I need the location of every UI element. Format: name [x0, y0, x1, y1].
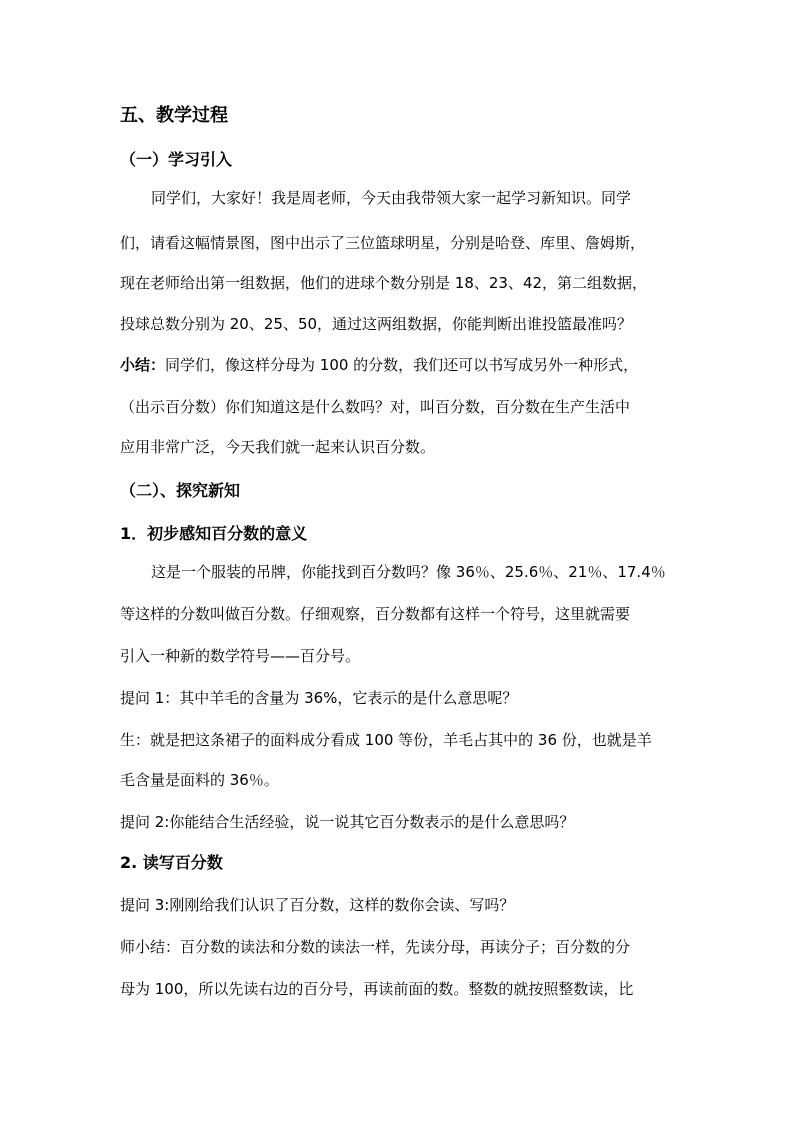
paragraph-line: 这是一个服装的吊牌，你能找到百分数吗？像 36％、25.6％、21％、17.4％	[151, 563, 666, 581]
answer-line: 生：就是把这条裙子的面料成分看成 100 等份，羊毛占其中的 36 份，也就是羊	[120, 731, 652, 749]
question-line: 提问 3:刚刚给我们认识了百分数，这样的数你会读、写吗？	[120, 896, 515, 914]
paragraph-line: 现在老师给出第一组数据，他们的进球个数分别是 18、23、42，第二组数据，	[120, 274, 648, 292]
question-line: 提问 2:你能结合生活经验，说一说其它百分数表示的是什么意思吗？	[120, 813, 575, 831]
paragraph-line: （出示百分数）你们知道这是什么数吗？对，叫百分数，百分数在生产生活中	[120, 398, 631, 416]
summary-line: 师小结：百分数的读法和分数的读法一样，先读分母，再读分子；百分数的分	[120, 938, 631, 956]
paragraph-line: 等这样的分数叫做百分数。仔细观察，百分数都有这样一个符号，这里就需要	[120, 605, 631, 623]
paragraph-line: 应用非常广泛，今天我们就一起来认识百分数。	[120, 438, 436, 456]
part2-heading: （二）、探究新知	[120, 481, 241, 500]
subsection-heading: 2. 读写百分数	[120, 853, 223, 872]
summary-line: 母为 100，所以先读右边的百分号，再读前面的数。整数的就按照整数读，比	[120, 980, 634, 998]
subsection-heading: 1．初步感知百分数的意义	[120, 524, 308, 543]
paragraph-line: 们，请看这幅情景图，图中出示了三位篮球明星，分别是哈登、库里、詹姆斯，	[120, 234, 646, 252]
question-line: 提问 1：其中羊毛的含量为 36%，它表示的是什么意思呢？	[120, 689, 518, 707]
summary-label: 小结：	[120, 356, 166, 374]
paragraph-line: 同学们，大家好！我是周老师，今天由我带领大家一起学习新知识。同学	[151, 189, 632, 207]
paragraph-line: 引入一种新的数学符号——百分号。	[120, 647, 361, 665]
summary-line	[120, 355, 638, 375]
summary-text: 同学们，像这样分母为 100 的分数，我们还可以书写成另外一种形式，	[165, 356, 639, 374]
paragraph-line: 投球总数分别为 20、25、50，通过这两组数据，你能判断出谁投篮最准吗？	[120, 315, 633, 333]
section-title: 五、教学过程	[120, 105, 228, 126]
part1-heading: （一）学习引入	[120, 150, 233, 169]
answer-line: 毛含量是面料的 36％。	[120, 771, 279, 789]
